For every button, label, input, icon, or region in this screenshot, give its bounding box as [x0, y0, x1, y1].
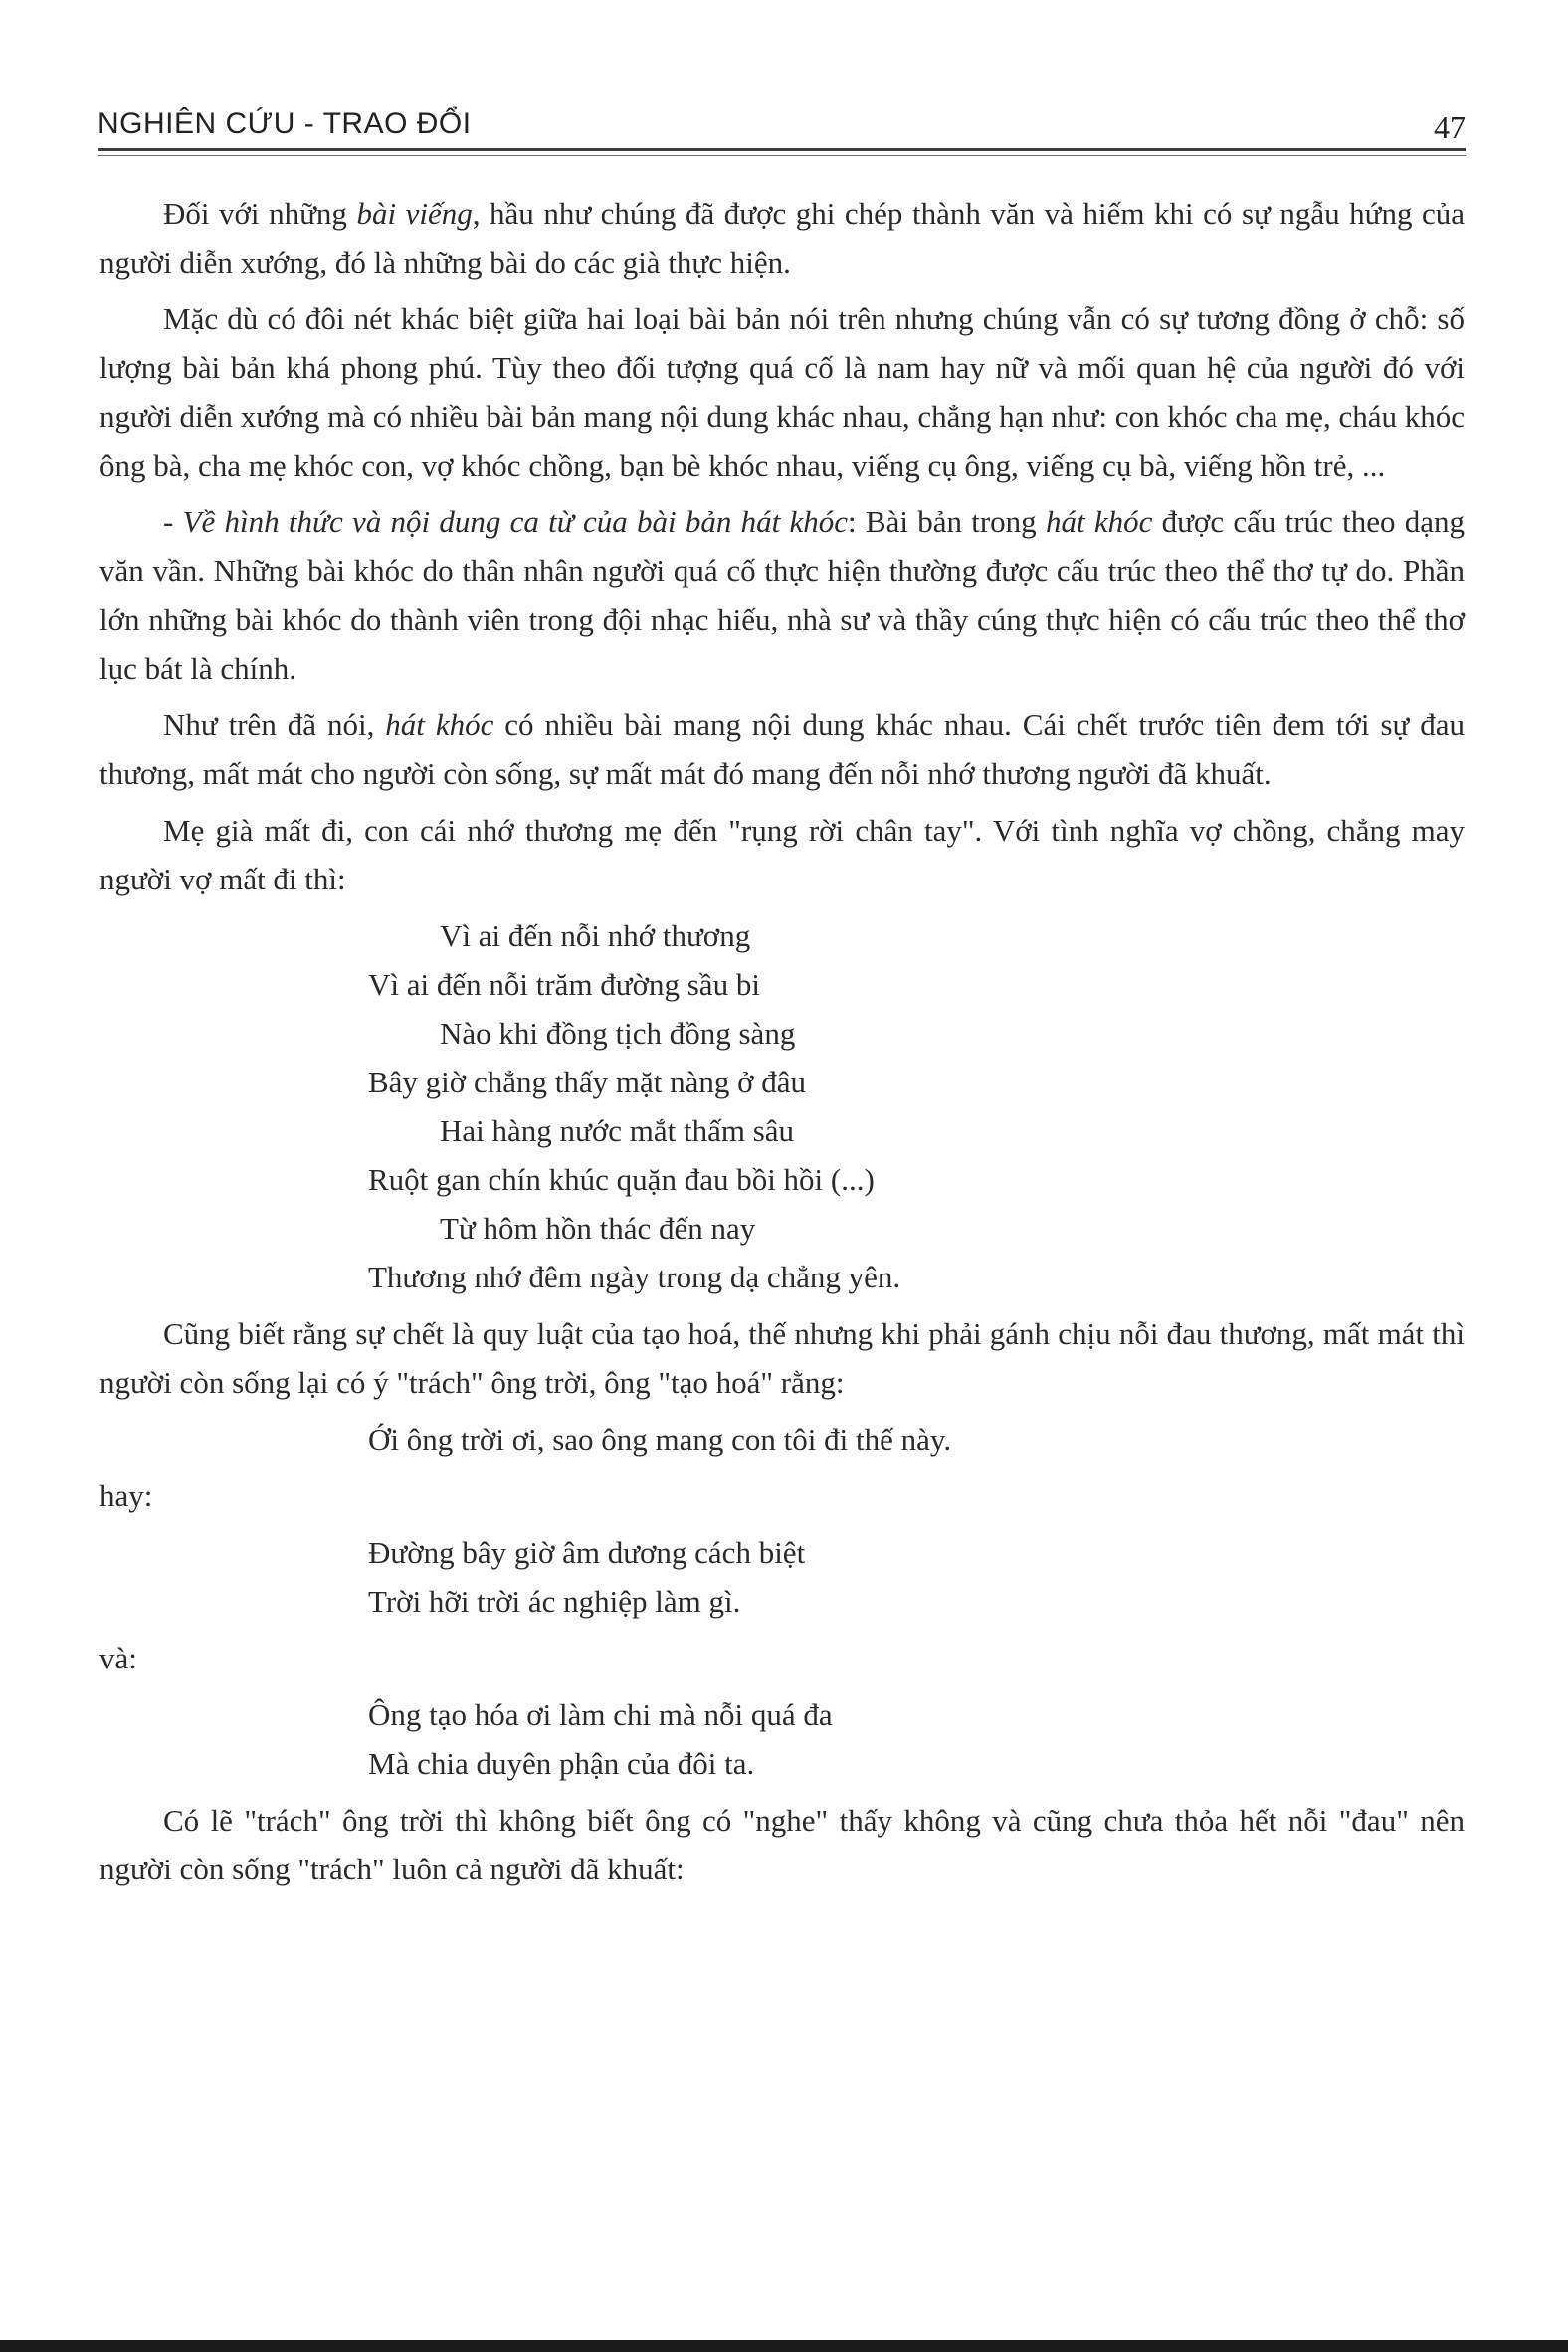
paragraph-1: Đối với những bài viếng, hầu như chúng đã được ghi chép thành văn và hiếm khi có sự ngẫu hứng của người diễn xướng, đó là những bài do các già thực hiện. — [99, 196, 1466, 280]
body-text — [99, 189, 1465, 1901]
verse-line: Mà chia duyên phận của đôi ta. — [368, 1746, 755, 1781]
verse-line: Vì ai đến nỗi nhớ thương — [440, 918, 751, 953]
verse-line: Nào khi đồng tịch đồng sàng — [440, 1016, 796, 1051]
section-title: NGHIÊN CỨU - TRAO ĐỔI — [98, 107, 472, 140]
page-number: 47 — [1434, 109, 1466, 145]
verse-line: Bây giờ chẳng thấy mặt nàng ở đâu — [368, 1065, 806, 1099]
verse-block-4 — [99, 1690, 1465, 1788]
verse-line: Ông tạo hóa ơi làm chi mà nỗi quá đa — [368, 1697, 833, 1732]
connector-va: và: — [99, 1641, 137, 1675]
header-rule-thick — [98, 148, 1466, 151]
verse-line: Đường bây giờ âm dương cách biệt — [368, 1535, 806, 1570]
connector-hay: hay: — [99, 1478, 153, 1513]
verse-block-1 — [99, 911, 1465, 1301]
paragraph-2: Mặc dù có đôi nét khác biệt giữa hai loại bài bản nói trên nhưng chúng vẫn có sự tương đồng ở chỗ: số lượng bài bản khá phong phú. Tùy theo đối tượng quá cố là nam hay nữ và mối quan hệ của người đó với người diễn xướng mà có nhiều bài bản mang nội dung khác nhau, chẳng hạn như: con khóc cha mẹ, cháu khóc ông bà, cha mẹ khóc con, vợ khóc chồng, bạn bè khóc nhau, viếng cụ ông, viếng cụ bà, viếng hồn trẻ, ... — [99, 301, 1465, 483]
paragraph-4: Như trên đã nói, hát khóc có nhiều bài mang nội dung khác nhau. Cái chết trước tiên đem tới sự đau thương, mất mát cho người còn sống, sự mất mát đó mang đến nỗi nhớ thương người đã khuất. — [99, 707, 1466, 791]
verse-line: Thương nhớ đêm ngày trong dạ chẳng yên. — [368, 1260, 901, 1294]
verse-line: Từ hôm hồn thác đến nay — [440, 1211, 756, 1246]
verse-line: Hai hàng nước mắt thấm sâu — [440, 1113, 795, 1148]
paragraph-7: Có lẽ "trách" ông trời thì không biết ông có "nghe" thấy không và cũng chưa thỏa hết nỗi "đau" nên người còn sống "trách" luôn cả người đã khuất: — [99, 1803, 1465, 1886]
verse-block-2 — [99, 1415, 1465, 1464]
header-rule-thin — [98, 155, 1466, 156]
verse-line: Vì ai đến nỗi trăm đường sầu bi — [368, 967, 760, 1002]
verse-block-3 — [99, 1528, 1465, 1626]
verse-line: Ruột gan chín khúc quặn đau bồi hồi (...) — [368, 1162, 875, 1197]
paragraph-6: Cũng biết rằng sự chết là quy luật của tạo hoá, thế nhưng khi phải gánh chịu nỗi đau thương, mất mát thì người còn sống lại có ý "trách" ông trời, ông "tạo hoá" rằng: — [99, 1316, 1465, 1400]
paragraph-5: Mẹ già mất đi, con cái nhớ thương mẹ đến "rụng rời chân tay". Với tình nghĩa vợ chồng, chẳng may người vợ mất đi thì: — [99, 813, 1465, 896]
verse-line: Ới ông trời ơi, sao ông mang con tôi đi thế này. — [368, 1422, 952, 1457]
paragraph-3: - Về hình thức và nội dung ca từ của bài bản hát khóc: Bài bản trong hát khóc được cấu trúc theo dạng văn vần. Những bài khóc do thân nhân người quá cố thực hiện thường được cấu trúc theo thể thơ tự do. Phần lớn những bài khóc do thành viên trong đội nhạc hiếu, nhà sư và thầy cúng thực hiện có cấu trúc theo thể thơ lục bát là chính. — [99, 504, 1465, 686]
verse-line: Trời hỡi trời ác nghiệp làm gì. — [368, 1584, 741, 1619]
scan-bottom-edge — [0, 2340, 1568, 2352]
running-header — [98, 103, 1466, 147]
